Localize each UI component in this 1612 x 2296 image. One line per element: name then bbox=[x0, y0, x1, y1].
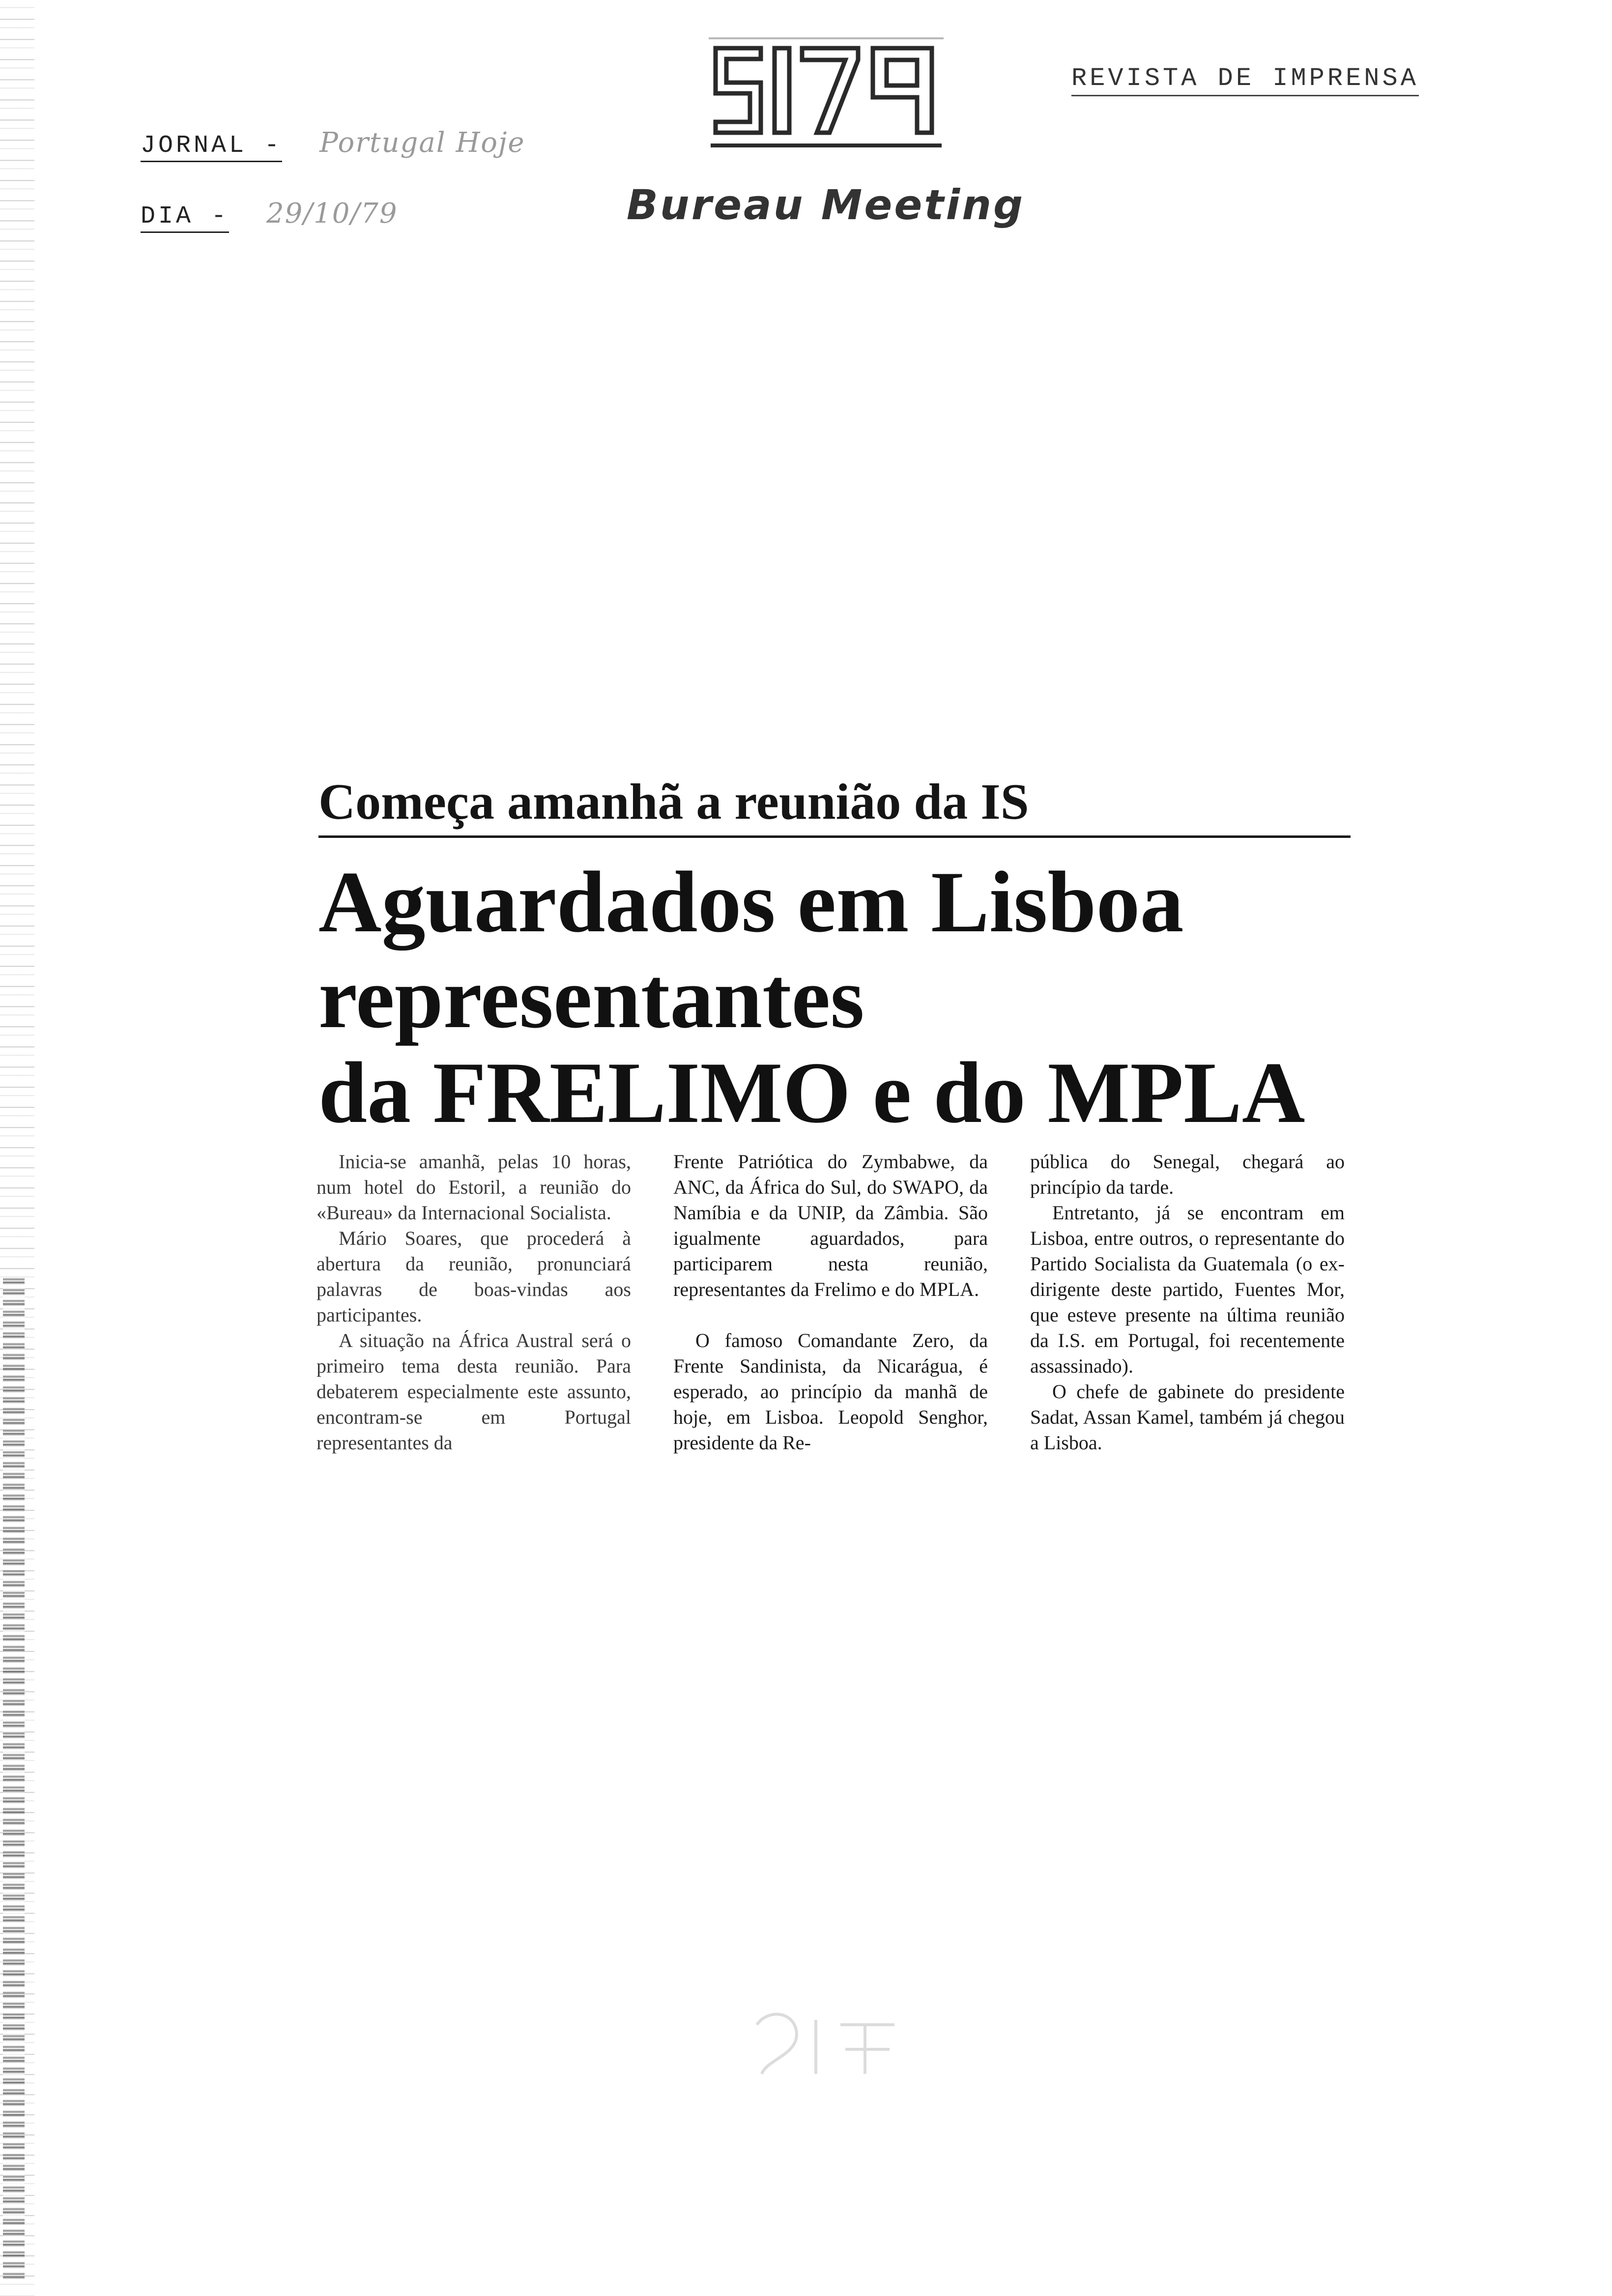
jornal-label: JORNAL - bbox=[141, 132, 282, 162]
paragraph: O famoso Comandante Zero, da Frente Sandinista, da Nicarágua, é esperado, ao princípio da manhã de hoje, em Lisboa. Leopold Senghor, presidente da Re- bbox=[673, 1329, 988, 1454]
article-column-2 bbox=[673, 1149, 988, 1456]
headline-line-3: da FRELIMO e do MPLA bbox=[318, 1044, 1305, 1141]
jornal-handwritten-value: Portugal Hoje bbox=[319, 127, 525, 159]
article-kicker: Começa amanhã a reunião da IS bbox=[318, 774, 1029, 830]
paragraph: Entretanto, já se encontram em Lisboa, entre outros, o representante do Partido Socialista da Guatemala (o ex-dirigente deste partido, Fuentes Mor, que esteve presente na última reunião da I.S. em Portugal, foi recentemente assassinado). bbox=[1030, 1202, 1345, 1377]
scan-edge-noise bbox=[3, 1278, 25, 2280]
dia-handwritten-value: 29/10/79 bbox=[266, 198, 398, 230]
paragraph: A situação na África Austral será o primeiro tema desta reunião. Para debaterem especialmente este assunto, encontram-se em Portugal representantes da bbox=[317, 1329, 631, 1454]
revista-de-imprensa-label: REVISTA DE IMPRENSA bbox=[1071, 64, 1419, 96]
headline-line-2: representantes bbox=[318, 949, 864, 1046]
paragraph: Inicia-se amanhã, pelas 10 horas, num hotel do Estoril, a reunião do «Bureau» da Internacional Socialista. bbox=[317, 1150, 631, 1224]
logo-text bbox=[706, 34, 947, 157]
faint-stamp-mark bbox=[747, 2005, 924, 2084]
article-column-1 bbox=[317, 1149, 631, 1456]
dia-field bbox=[141, 198, 398, 230]
article-column-3 bbox=[1030, 1149, 1345, 1456]
paragraph: Frente Patriótica do Zymbabwe, da ANC, da África do Sul, do SWAPO, da Namíbia e da UNIP, da Zâmbia. São igualmente aguardados, para participarem nesta reunião, representantes da Frelimo e do MPLA. bbox=[673, 1150, 988, 1300]
socialist-international-logo bbox=[706, 34, 947, 157]
dia-label: DIA - bbox=[141, 202, 229, 233]
headline-line-1: Aguardados em Lisboa bbox=[318, 853, 1184, 950]
jornal-field bbox=[141, 127, 525, 160]
paragraph: O chefe de gabinete do presidente Sadat, Assan Kamel, também já chegou a Lisboa. bbox=[1030, 1380, 1345, 1454]
bureau-meeting-title: Bureau Meeting bbox=[626, 181, 1025, 229]
paragraph: Mário Soares, que procederá à abertura da reunião, pronunciará palavras de boas-vindas aos participantes. bbox=[317, 1227, 631, 1326]
kicker-rule bbox=[318, 835, 1351, 838]
paragraph: pública do Senegal, chegará ao princípio da tarde. bbox=[1030, 1150, 1345, 1198]
